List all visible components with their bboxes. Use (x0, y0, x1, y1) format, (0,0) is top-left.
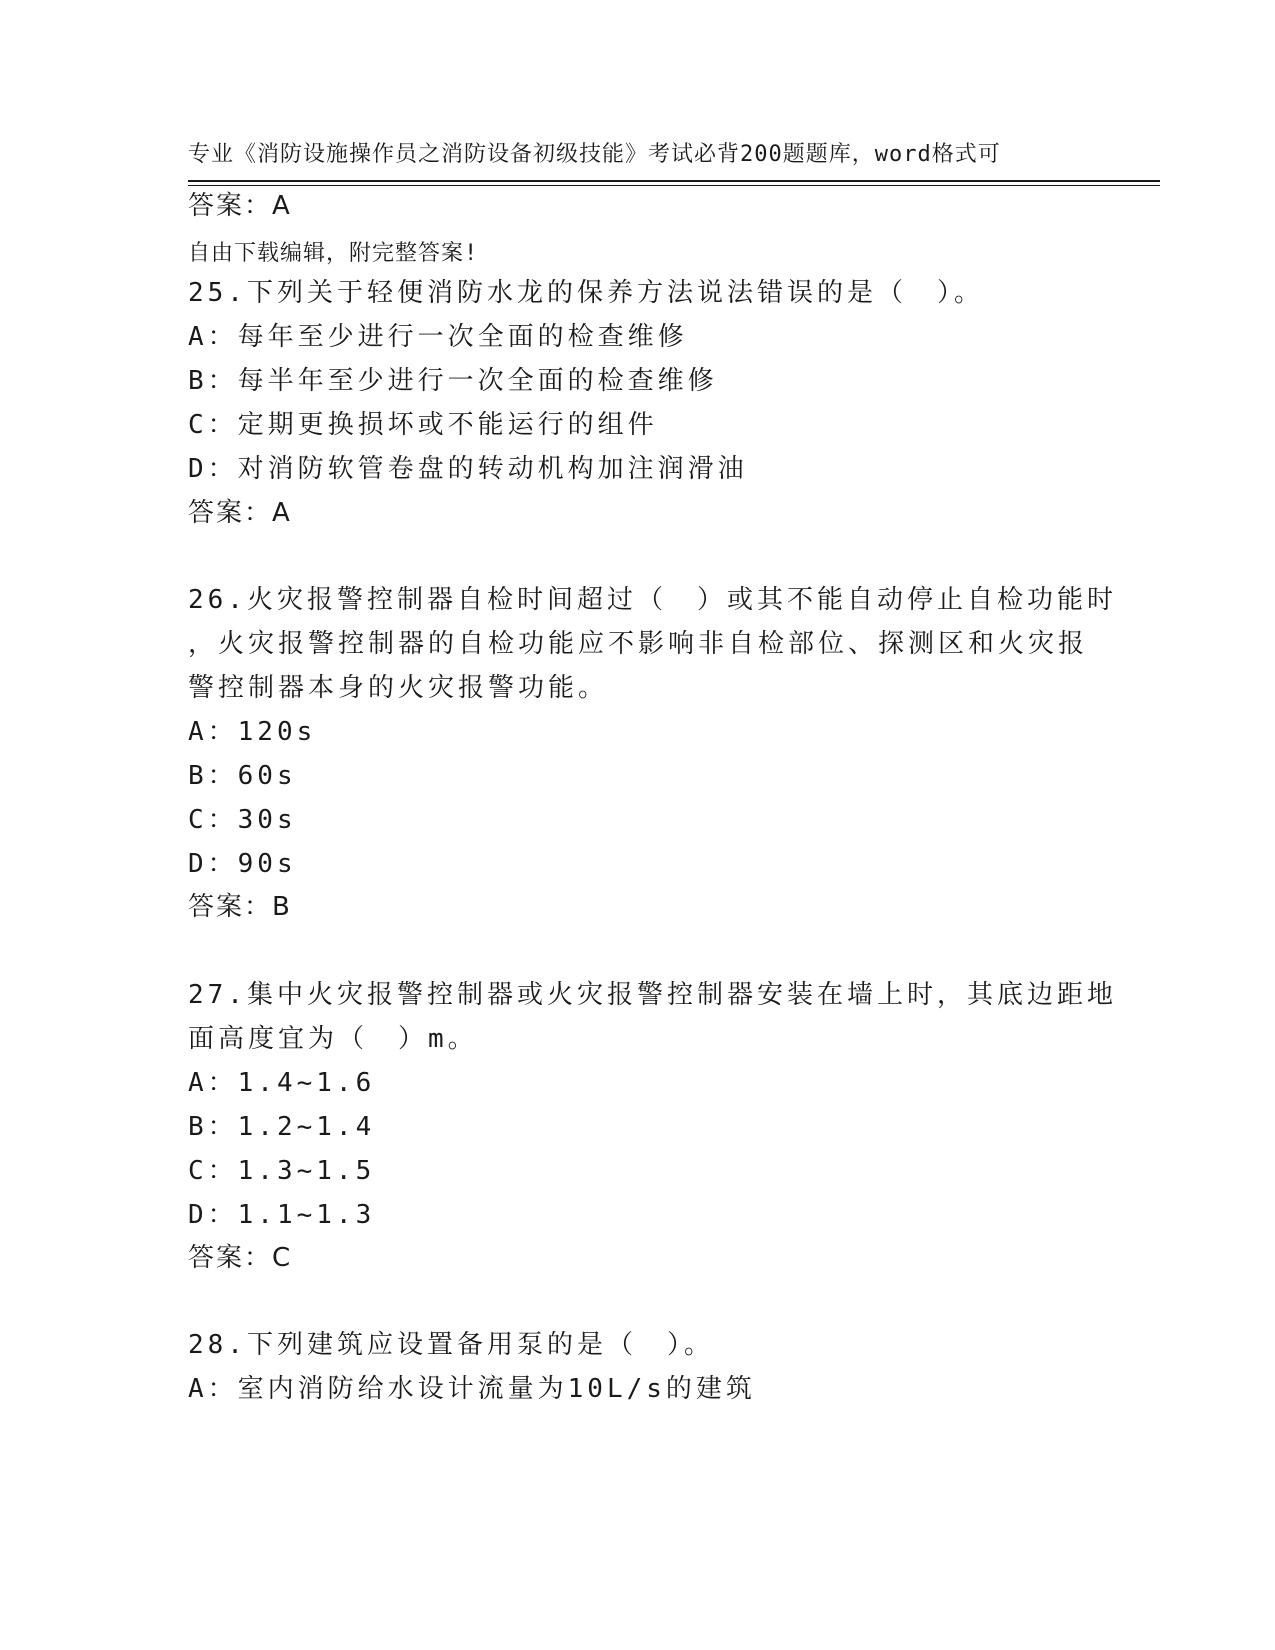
answer-26: 答案：B (188, 892, 292, 922)
header-divider-thick (188, 180, 1160, 182)
question-27-option-c: C：1.3~1.5 (188, 1156, 376, 1186)
question-25-option-d: D：对消防软管卷盘的转动机构加注润滑油 (188, 454, 748, 484)
question-27-stem-line-2: 面高度宜为（ ）m。 (188, 1024, 478, 1054)
header-divider-thin (188, 185, 1160, 186)
question-26-option-b: B：60s (188, 761, 297, 791)
answer-25: 答案：A (188, 498, 292, 528)
answer-24: 答案：A (188, 191, 292, 221)
question-26-option-c: C：30s (188, 805, 297, 835)
question-28-option-a: A：室内消防给水设计流量为10L/s的建筑 (188, 1374, 756, 1404)
question-26-option-d: D：90s (188, 849, 297, 879)
question-25-option-c: C：定期更换损坏或不能运行的组件 (188, 410, 658, 440)
question-27-stem-line-1: 27.集中火灾报警控制器或火灾报警控制器安装在墙上时，其底边距地 (188, 980, 1117, 1010)
question-26-stem-line-2: ，火灾报警控制器的自检功能应不影响非自检部位、探测区和火灾报 (188, 629, 1089, 659)
question-25-option-b: B：每半年至少进行一次全面的检查维修 (188, 366, 718, 396)
question-27-option-b: B：1.2~1.4 (188, 1112, 376, 1142)
question-26-stem-line-3: 警控制器本身的火灾报警功能。 (188, 673, 609, 703)
question-27-option-d: D：1.1~1.3 (188, 1200, 376, 1230)
question-25-option-a: A：每年至少进行一次全面的检查维修 (188, 322, 688, 352)
question-25-stem: 25.下列关于轻便消防水龙的保养方法说法错误的是（ ）。 (188, 278, 984, 308)
question-26-option-a: A：120s (188, 717, 317, 747)
question-27-option-a: A：1.4~1.6 (188, 1068, 376, 1098)
question-26-stem-line-1: 26.火灾报警控制器自检时间超过（ ）或其不能自动停止自检功能时 (188, 585, 1117, 615)
header-line-2: 自由下载编辑，附完整答案! (188, 241, 479, 266)
question-28-stem: 28.下列建筑应设置备用泵的是（ ）。 (188, 1330, 714, 1360)
header-line-1: 专业《消防设施操作员之消防设备初级技能》考试必背200题题库，word格式可 (188, 142, 1001, 167)
answer-27: 答案：C (188, 1243, 293, 1273)
